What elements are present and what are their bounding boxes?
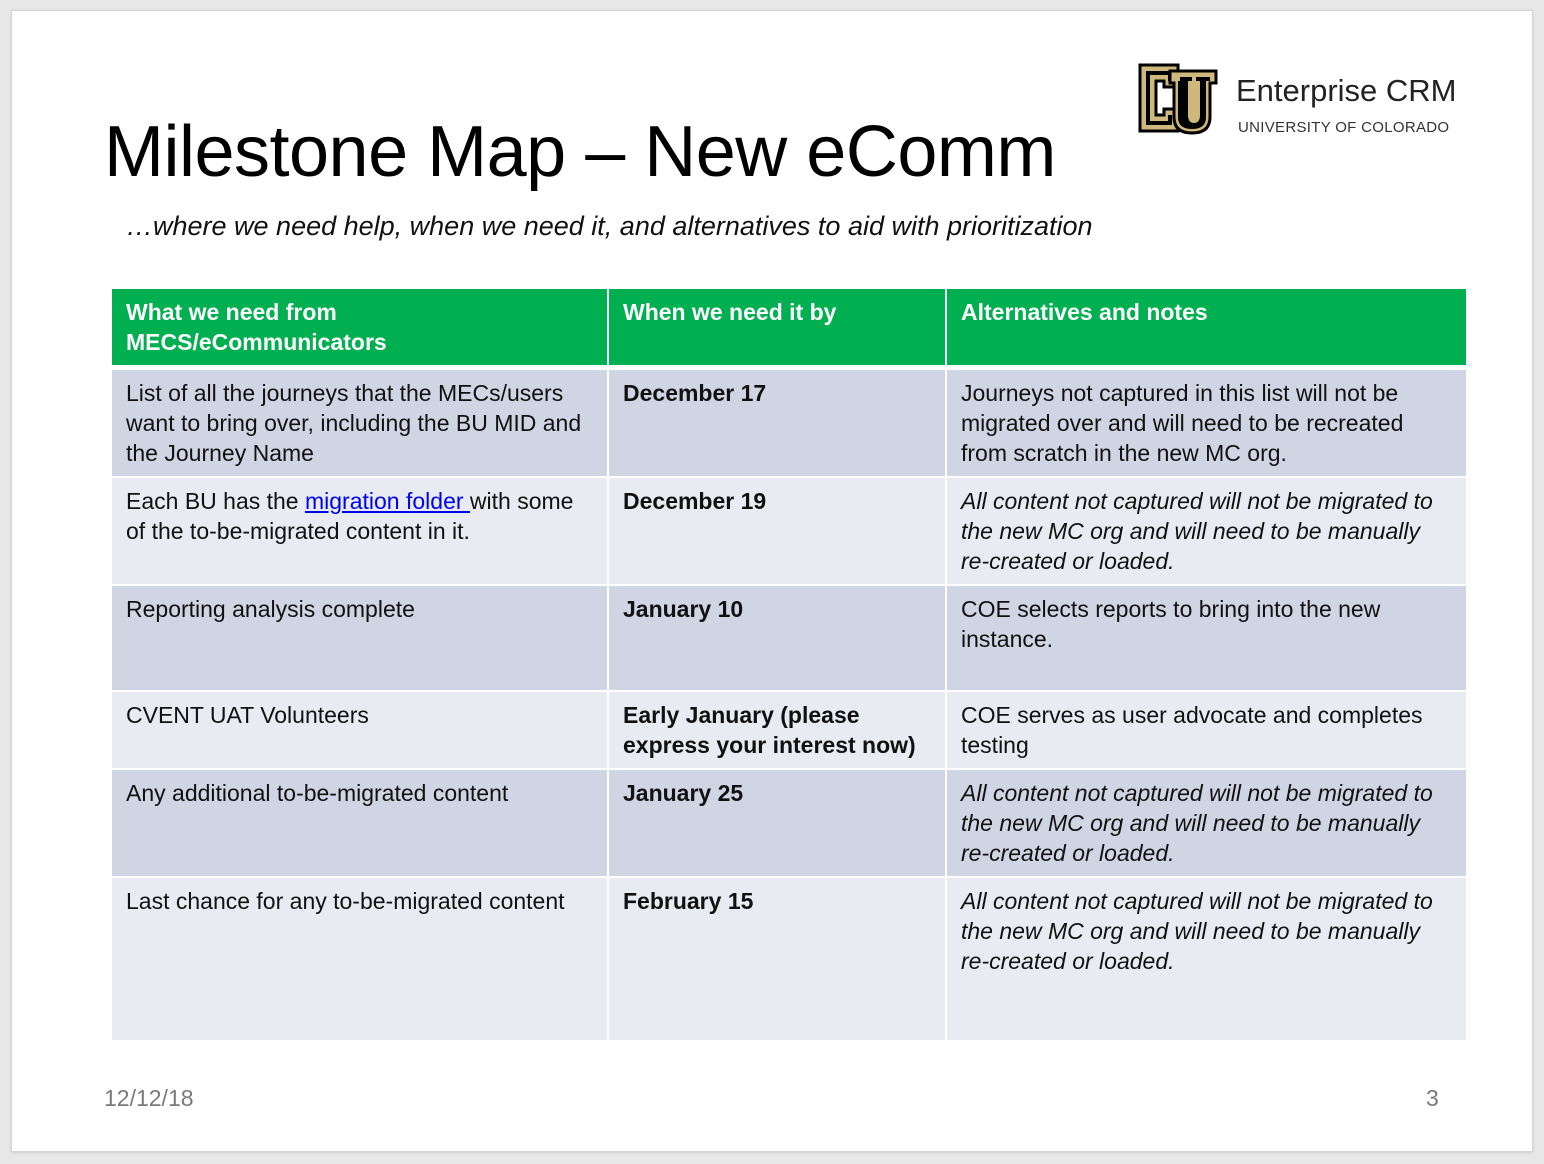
need-text-suffix: with some of the to-be-migrated content in it. — [126, 488, 574, 544]
table-row — [111, 691, 1467, 769]
cell-notes: COE serves as user advocate and completes testing — [946, 691, 1467, 769]
cell-need: CVENT UAT Volunteers — [111, 691, 608, 769]
cell-need: Any additional to-be-migrated content — [111, 769, 608, 877]
cell-notes: COE selects reports to bring into the new instance. — [946, 585, 1467, 691]
table-row — [111, 769, 1467, 877]
brand-name: Enterprise CRM — [1236, 73, 1457, 108]
need-text-prefix: Each BU has the — [126, 488, 305, 514]
cell-need: List of all the journeys that the MECs/users want to bring over, including the BU MID and the Journey Name — [111, 368, 608, 478]
cell-date: Early January (please express your interest now) — [608, 691, 946, 769]
header-date: When we need it by — [608, 288, 946, 368]
migration-folder-link[interactable]: migration folder — [305, 488, 470, 514]
cell-date: February 15 — [608, 877, 946, 1041]
cell-need — [111, 477, 608, 585]
cell-date: January 10 — [608, 585, 946, 691]
header-notes: Alternatives and notes — [946, 288, 1467, 368]
cell-date: January 25 — [608, 769, 946, 877]
cell-notes: All content not captured will not be migrated to the new MC org and will need to be manually re-created or loaded. — [946, 769, 1467, 877]
page-number: 3 — [1426, 1085, 1439, 1111]
table-row — [111, 877, 1467, 1041]
cell-date: December 17 — [608, 368, 946, 478]
cell-notes: All content not captured will not be migrated to the new MC org and will need to be manually re-created or loaded. — [946, 877, 1467, 1041]
brand-subtitle: UNIVERSITY OF COLORADO — [1238, 119, 1450, 136]
slide-subtitle: …where we need help, when we need it, and alternatives to aid with prioritization — [126, 211, 1093, 241]
cell-notes: Journeys not captured in this list will not be migrated over and will need to be recreated from scratch in the new MC org. — [946, 368, 1467, 478]
cell-need: Reporting analysis complete — [111, 585, 608, 691]
slide — [12, 11, 1532, 1151]
cu-logo-icon — [1134, 57, 1220, 139]
footer-date: 12/12/18 — [104, 1085, 194, 1111]
table-row — [111, 368, 1467, 478]
table-row — [111, 585, 1467, 691]
header-need: What we need from MECS/eCommunicators — [111, 288, 608, 368]
table-header-row — [111, 288, 1467, 368]
cell-need: Last chance for any to-be-migrated content — [111, 877, 608, 1041]
cell-date: December 19 — [608, 477, 946, 585]
slide-title: Milestone Map – New eComm — [104, 112, 1056, 192]
table-row — [111, 477, 1467, 585]
milestone-table — [110, 287, 1468, 1042]
cell-notes: All content not captured will not be migrated to the new MC org and will need to be manually re-created or loaded. — [946, 477, 1467, 585]
